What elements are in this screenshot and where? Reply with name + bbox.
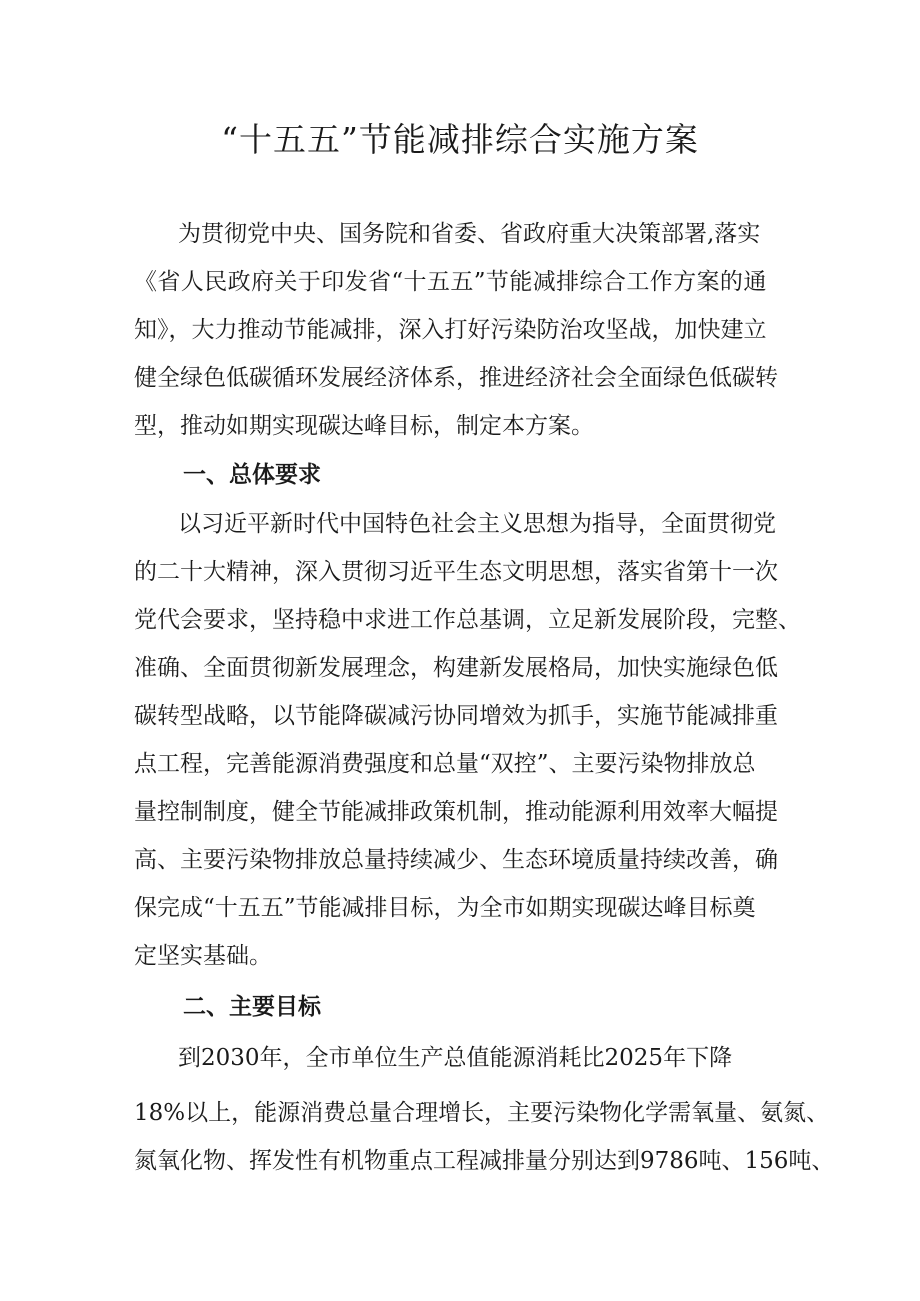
- paragraph-line: 量控制制度，健全节能减排政策机制，推动能源利用效率大幅提: [134, 799, 778, 825]
- paragraph-line: 的二十大精神，深入贯彻习近平生态文明思想，落实省第十一次: [134, 559, 778, 585]
- paragraph-line: 定坚实基础。: [134, 943, 272, 969]
- page-title: “十五五”节能减排综合实施方案: [221, 120, 699, 159]
- section-heading-overall-requirements: 一、总体要求: [183, 461, 321, 488]
- paragraph-line: 碳转型战略，以节能降碳减污协同增效为抓手，实施节能减排重: [134, 703, 778, 729]
- paragraph-line: 高、主要污染物排放总量持续减少、生态环境质量持续改善，确: [134, 847, 778, 873]
- section-heading-main-targets: 二、主要目标: [183, 993, 321, 1020]
- paragraph-line: 知》，大力推动节能减排，深入打好污染防治攻坚战，加快建立: [134, 317, 767, 343]
- paragraph-line: 健全绿色低碳循环发展经济体系，推进经济社会全面绿色低碳转: [134, 365, 778, 391]
- paragraph-line: 保完成“十五五”节能减排目标，为全市如期实现碳达峰目标奠: [134, 895, 756, 921]
- paragraph-line: 氮氧化物、挥发性有机物重点工程减排量分别达到9786吨、156吨、: [134, 1148, 835, 1174]
- paragraph-line: 以习近平新时代中国特色社会主义思想为指导，全面贯彻党: [178, 511, 776, 537]
- paragraph-line: 准确、全面贯彻新发展理念，构建新发展格局，加快实施绿色低: [134, 655, 778, 681]
- paragraph-line: 18%以上，能源消费总量合理增长，主要污染物化学需氧量、氨氮、: [134, 1100, 830, 1126]
- paragraph-line: 《省人民政府关于印发省“十五五”节能减排综合工作方案的通: [134, 269, 767, 295]
- paragraph-line: 到2030年，全市单位生产总值能源消耗比2025年下降: [178, 1045, 733, 1071]
- paragraph-line: 型，推动如期实现碳达峰目标，制定本方案。: [134, 413, 594, 439]
- paragraph-line: 党代会要求，坚持稳中求进工作总基调，立足新发展阶段，完整、: [134, 607, 801, 633]
- paragraph-line: 点工程，完善能源消费强度和总量“双控”、主要污染物排放总: [134, 751, 756, 777]
- paragraph-line: 为贯彻党中央、国务院和省委、省政府重大决策部署,落实: [178, 221, 761, 247]
